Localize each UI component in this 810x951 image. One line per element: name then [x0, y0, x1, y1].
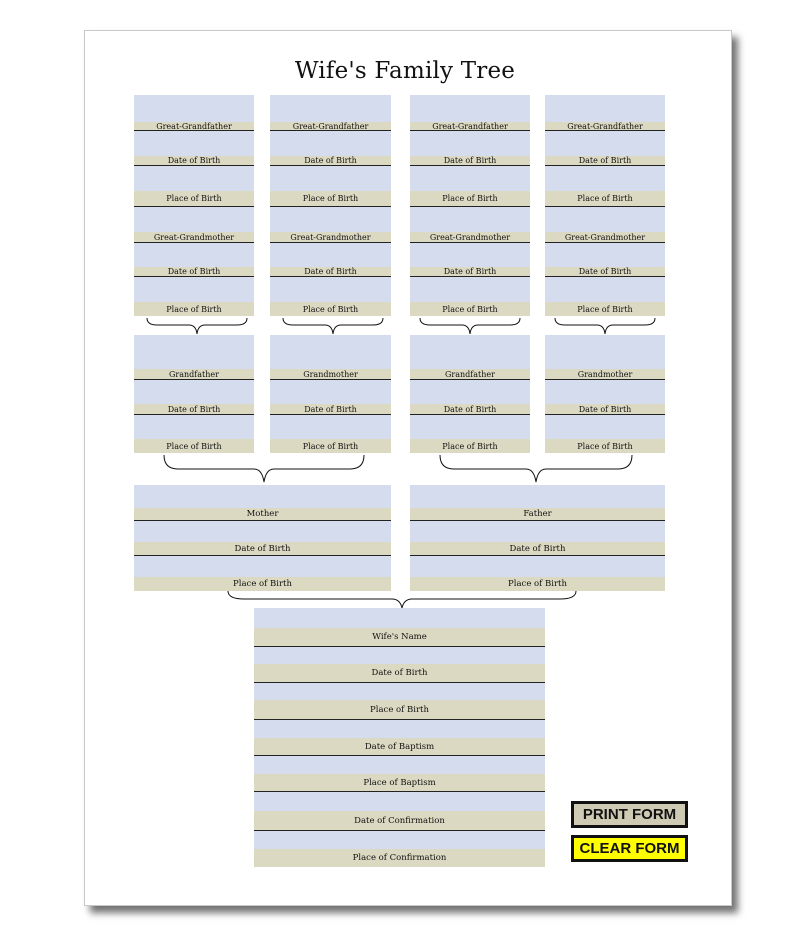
father-label: Father [410, 508, 665, 520]
grandfather-name-field[interactable] [410, 335, 530, 369]
grandfather-card-1 [134, 335, 254, 453]
place-of-confirmation-label: Place of Confirmation [254, 849, 545, 867]
pob-label: Place of Birth [134, 577, 391, 591]
father-name-field[interactable] [410, 485, 665, 508]
pob-label: Place of Birth [270, 439, 391, 453]
mother-dob-field[interactable] [134, 520, 391, 543]
wife-card [254, 608, 545, 867]
pob-label: Place of Birth [410, 302, 530, 316]
great-grandmother-dob-field[interactable] [134, 242, 254, 268]
dob-label: Date of Birth [134, 542, 391, 555]
grandmother-name-field[interactable] [545, 335, 665, 369]
great-grandmother-dob-field[interactable] [410, 242, 530, 268]
dob-label: Date of Birth [545, 267, 665, 276]
grandmother-card-2 [545, 335, 665, 453]
pob-label: Place of Birth [545, 439, 665, 453]
dob-label: Date of Birth [254, 664, 545, 682]
dob-label: Date of Birth [545, 404, 665, 414]
pob-label: Place of Birth [545, 302, 665, 316]
grandfather-pob-field[interactable] [134, 414, 254, 440]
place-of-baptism-label: Place of Baptism [254, 774, 545, 791]
brace-connector [145, 317, 249, 335]
dob-label: Date of Birth [410, 267, 530, 276]
great-grandmother-pob-field[interactable] [545, 276, 665, 303]
brace-connector [281, 317, 385, 335]
dob-label: Date of Birth [134, 404, 254, 414]
great-grandfather-dob-field[interactable] [545, 130, 665, 157]
great-grandmother-name-field[interactable] [410, 206, 530, 233]
father-dob-field[interactable] [410, 520, 665, 543]
great-grandfather-name-field[interactable] [545, 95, 665, 122]
brace-connector [162, 454, 366, 484]
brace-connector [418, 317, 522, 335]
clear-form-button[interactable]: CLEAR FORM [571, 835, 688, 862]
great-grandmother-name-field[interactable] [270, 206, 391, 233]
great-grandmother-label: Great-Grandmother [545, 232, 665, 242]
brace-connector [226, 590, 578, 610]
great-grandparents-card-4 [545, 95, 665, 316]
great-grandparents-card-2 [270, 95, 391, 316]
great-grandmother-label: Great-Grandmother [270, 232, 391, 242]
grandfather-dob-field[interactable] [134, 379, 254, 405]
great-grandfather-name-field[interactable] [134, 95, 254, 122]
great-grandfather-dob-field[interactable] [410, 130, 530, 157]
page-title: Wife's Family Tree [294, 58, 516, 84]
dob-label: Date of Birth [134, 267, 254, 276]
great-grandmother-pob-field[interactable] [270, 276, 391, 303]
great-grandfather-name-field[interactable] [410, 95, 530, 122]
wife-baptism-date-field[interactable] [254, 719, 545, 739]
great-grandfather-pob-field[interactable] [134, 165, 254, 192]
great-grandmother-name-field[interactable] [134, 206, 254, 233]
pob-label: Place of Birth [410, 577, 665, 591]
print-form-button[interactable]: PRINT FORM [571, 801, 688, 828]
great-grandmother-name-field[interactable] [545, 206, 665, 233]
wife-confirmation-place-field[interactable] [254, 830, 545, 850]
great-grandfather-pob-field[interactable] [545, 165, 665, 192]
great-grandmother-pob-field[interactable] [134, 276, 254, 303]
wife-name-label: Wife's Name [254, 628, 545, 646]
dob-label: Date of Birth [270, 267, 391, 276]
grandfather-dob-field[interactable] [410, 379, 530, 405]
dob-label: Date of Birth [270, 156, 391, 165]
great-grandfather-label: Great-Grandfather [545, 122, 665, 130]
dob-label: Date of Birth [134, 156, 254, 165]
pob-label: Place of Birth [270, 302, 391, 316]
great-grandfather-pob-field[interactable] [410, 165, 530, 192]
dob-label: Date of Birth [410, 542, 665, 555]
great-grandfather-label: Great-Grandfather [410, 122, 530, 130]
pob-label: Place of Birth [254, 700, 545, 719]
great-grandparents-card-1 [134, 95, 254, 316]
grandfather-card-2 [410, 335, 530, 453]
grandfather-pob-field[interactable] [410, 414, 530, 440]
date-of-baptism-label: Date of Baptism [254, 738, 545, 755]
mother-label: Mother [134, 508, 391, 520]
great-grandfather-dob-field[interactable] [134, 130, 254, 157]
dob-label: Date of Birth [545, 156, 665, 165]
pob-label: Place of Birth [410, 191, 530, 206]
mother-name-field[interactable] [134, 485, 391, 508]
great-grandfather-dob-field[interactable] [270, 130, 391, 157]
great-grandfather-label: Great-Grandfather [134, 122, 254, 130]
pob-label: Place of Birth [545, 191, 665, 206]
mother-pob-field[interactable] [134, 555, 391, 578]
grandmother-label: Grandmother [270, 369, 391, 379]
pob-label: Place of Birth [270, 191, 391, 206]
grandmother-label: Grandmother [545, 369, 665, 379]
grandfather-name-field[interactable] [134, 335, 254, 369]
pob-label: Place of Birth [134, 302, 254, 316]
wife-baptism-place-field[interactable] [254, 755, 545, 775]
great-grandparents-card-3 [410, 95, 530, 316]
wife-pob-field[interactable] [254, 682, 545, 701]
pob-label: Place of Birth [134, 191, 254, 206]
great-grandmother-pob-field[interactable] [410, 276, 530, 303]
father-card [410, 485, 665, 591]
grandmother-card-1 [270, 335, 391, 453]
grandmother-dob-field[interactable] [545, 379, 665, 405]
grandfather-label: Grandfather [134, 369, 254, 379]
great-grandfather-label: Great-Grandfather [270, 122, 391, 130]
mother-card [134, 485, 391, 591]
wife-name-field[interactable] [254, 608, 545, 628]
dob-label: Date of Birth [410, 156, 530, 165]
great-grandfather-name-field[interactable] [270, 95, 391, 122]
brace-connector [553, 317, 657, 335]
wife-confirmation-date-field[interactable] [254, 791, 545, 812]
pob-label: Place of Birth [410, 439, 530, 453]
grandmother-pob-field[interactable] [545, 414, 665, 440]
dob-label: Date of Birth [270, 404, 391, 414]
grandfather-label: Grandfather [410, 369, 530, 379]
great-grandmother-label: Great-Grandmother [134, 232, 254, 242]
dob-label: Date of Birth [410, 404, 530, 414]
grandmother-pob-field[interactable] [270, 414, 391, 440]
grandmother-name-field[interactable] [270, 335, 391, 369]
great-grandmother-label: Great-Grandmother [410, 232, 530, 242]
pob-label: Place of Birth [134, 439, 254, 453]
grandmother-dob-field[interactable] [270, 379, 391, 405]
wife-dob-field[interactable] [254, 646, 545, 665]
date-of-confirmation-label: Date of Confirmation [254, 811, 545, 830]
father-pob-field[interactable] [410, 555, 665, 578]
great-grandmother-dob-field[interactable] [270, 242, 391, 268]
great-grandfather-pob-field[interactable] [270, 165, 391, 192]
brace-connector [438, 454, 634, 484]
great-grandmother-dob-field[interactable] [545, 242, 665, 268]
